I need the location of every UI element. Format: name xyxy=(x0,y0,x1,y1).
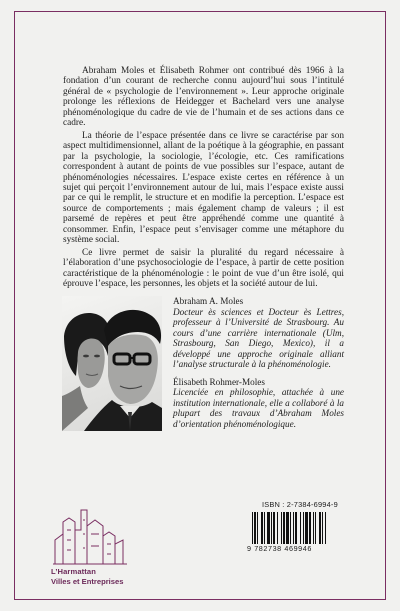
author-name-moles: Abraham A. Moles xyxy=(173,296,244,306)
author-bio-moles: Docteur ès sciences et Docteur ès Lettres, professeur à l’Université de Strasbourg. Au cours d’une carrière internationale (Ulm, Strasbourg, San Diego, Mexico), il a développé une approche originale alliant l’analyse structurale à la phénoménologie. xyxy=(173,306,344,369)
publisher-collection: Villes et Entreprises xyxy=(51,577,124,586)
authors-biographies xyxy=(173,296,344,429)
author-bio-rohmer-moles: Licenciée en philosophie, attachée à une institution internationale, elle a collaboré à la plupart des travaux d’Abraham Moles d’orientation phénoménologique. xyxy=(173,387,344,429)
blurb-paragraph-2: La théorie de l’espace présentée dans ce livre se caractérise par son aspect multidimensionnel, allant de la poétique à la géographie, en passant par la psychologie, la sociologie, l’écologie, etc. Ces ramifications correspondent à autant de points de vue possibles sur l’espace, autant de phénoménologies nécessaires. L’espace existe certes en référence à un sujet qui perçoit l’environnement autour de lui, mais l’espace existe aussi par ce qui le remplit, le structure et en modifie la perception. L’espace est source de comportements ; mais également champ de valeurs ; il est parsemé de repères et peut être appréhendé comme une quantité à consommer. Enfin, l’espace peut s’envisager comme une métaphore du système social. xyxy=(63,130,344,246)
back-cover-blurb xyxy=(63,66,344,292)
author-name-rohmer-moles: Élisabeth Rohmer-Moles xyxy=(173,376,265,387)
blurb-paragraph-3: Ce livre permet de saisir la pluralité du regard nécessaire à l’élaboration d’une psychosociologie de l’espace, à partir de cette position caractéristique de la phénoménologie : le point de vue d’un être isolé, qui éprouve l’espace, les personnes, les objets et la société autour de lui. xyxy=(63,247,344,290)
barcode-image xyxy=(252,512,346,544)
blurb-paragraph-1: Abraham Moles et Élisabeth Rohmer ont contribué dès 1966 à la fondation d’un courant de recherche connu aujourd’hui sous l’intitulé général de « psychologie de l’environnement ». Leur approche originale prolonge les réflexions de Heidegger et Bachelard vers une analyse phénoménologique du cadre de vie de l’humain et de ses actions dans ce cadre. xyxy=(63,66,344,129)
barcode-digits: 9 782738 469946 xyxy=(247,544,312,553)
isbn-number: ISBN : 2-7384-6994-9 xyxy=(262,500,338,509)
publisher-name: L’Harmattan xyxy=(51,567,96,576)
authors-photo xyxy=(62,296,162,431)
